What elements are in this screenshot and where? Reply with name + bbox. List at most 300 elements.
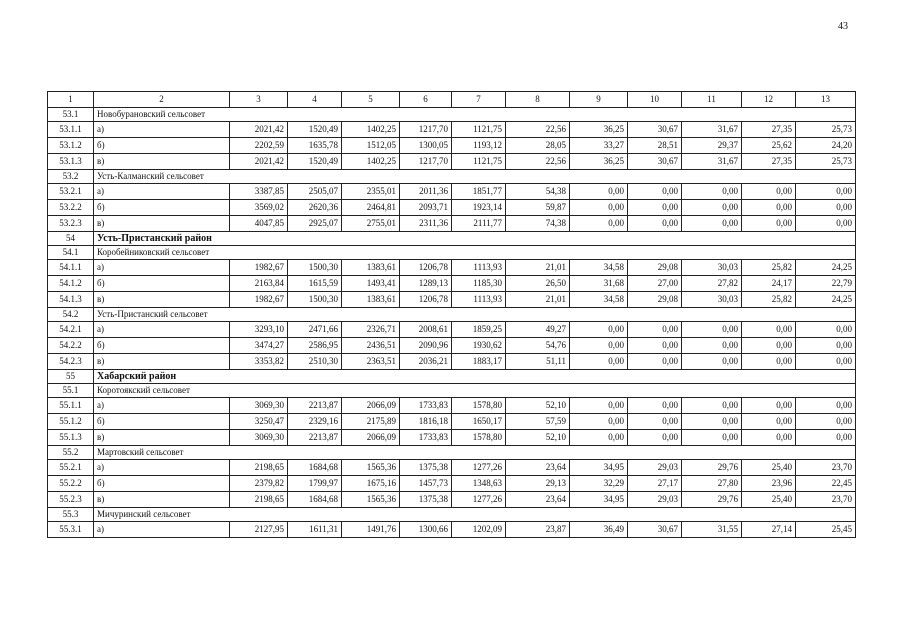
value-cell: 1375,38 — [400, 460, 452, 476]
value-cell: 2011,36 — [400, 184, 452, 200]
table-row — [48, 492, 856, 508]
value-cell: 1675,16 — [342, 476, 400, 492]
value-cell: 0,00 — [796, 398, 856, 414]
settlement-name: Мартовский сельсовет — [94, 446, 856, 460]
value-cell: 29,03 — [628, 492, 682, 508]
column-number-header: 2 — [94, 92, 230, 108]
value-cell: 3474,27 — [230, 338, 288, 354]
table-row — [48, 414, 856, 430]
value-cell: 1206,78 — [400, 260, 452, 276]
row-code: 55.3.1 — [48, 522, 94, 538]
section-row — [48, 308, 856, 322]
table-row — [48, 322, 856, 338]
value-cell: 27,80 — [682, 476, 742, 492]
table-row — [48, 292, 856, 308]
district-row — [48, 370, 856, 384]
value-cell: 1578,80 — [452, 398, 506, 414]
value-cell: 1500,30 — [288, 292, 342, 308]
value-cell: 22,56 — [506, 154, 570, 170]
value-cell: 34,58 — [570, 292, 628, 308]
section-row — [48, 108, 856, 122]
row-code: 53.1.3 — [48, 154, 94, 170]
value-cell: 2066,09 — [342, 430, 400, 446]
value-cell: 2471,66 — [288, 322, 342, 338]
row-code: 53.2 — [48, 170, 94, 184]
district-name: Хабарский район — [94, 370, 856, 384]
table-row — [48, 338, 856, 354]
value-cell: 1650,17 — [452, 414, 506, 430]
value-cell: 25,40 — [742, 460, 796, 476]
value-cell: 0,00 — [682, 216, 742, 232]
value-cell: 31,67 — [682, 122, 742, 138]
table-row — [48, 522, 856, 538]
value-cell: 3387,85 — [230, 184, 288, 200]
value-cell: 1491,76 — [342, 522, 400, 538]
value-cell: 3569,02 — [230, 200, 288, 216]
value-cell: 25,82 — [742, 260, 796, 276]
value-cell: 32,29 — [570, 476, 628, 492]
value-cell: 0,00 — [682, 322, 742, 338]
value-cell: 24,25 — [796, 292, 856, 308]
value-cell: 2329,16 — [288, 414, 342, 430]
value-cell: 22,56 — [506, 122, 570, 138]
value-cell: 0,00 — [742, 216, 796, 232]
column-number-header: 7 — [452, 92, 506, 108]
table-header-row — [48, 92, 856, 108]
value-cell: 3069,30 — [230, 430, 288, 446]
value-cell: 1982,67 — [230, 292, 288, 308]
value-cell: 0,00 — [682, 414, 742, 430]
value-cell: 29,08 — [628, 292, 682, 308]
value-cell: 1121,75 — [452, 122, 506, 138]
value-cell: 0,00 — [796, 338, 856, 354]
value-cell: 0,00 — [796, 216, 856, 232]
table-row — [48, 184, 856, 200]
table-row — [48, 354, 856, 370]
value-cell: 30,67 — [628, 122, 682, 138]
value-cell: 27,82 — [682, 276, 742, 292]
value-cell: 23,70 — [796, 460, 856, 476]
row-code: 55.2.2 — [48, 476, 94, 492]
value-cell: 21,01 — [506, 260, 570, 276]
value-cell: 2090,96 — [400, 338, 452, 354]
value-cell: 1635,78 — [288, 138, 342, 154]
variant-label: б) — [94, 276, 230, 292]
column-number-header: 10 — [628, 92, 682, 108]
row-code: 55.3 — [48, 508, 94, 522]
row-code: 55.1 — [48, 384, 94, 398]
value-cell: 25,73 — [796, 122, 856, 138]
row-code: 55.1.1 — [48, 398, 94, 414]
variant-label: в) — [94, 154, 230, 170]
value-cell: 0,00 — [628, 338, 682, 354]
value-cell: 0,00 — [570, 200, 628, 216]
value-cell: 28,05 — [506, 138, 570, 154]
value-cell: 0,00 — [742, 184, 796, 200]
value-cell: 1383,61 — [342, 292, 400, 308]
column-number-header: 1 — [48, 92, 94, 108]
variant-label: в) — [94, 354, 230, 370]
value-cell: 23,64 — [506, 460, 570, 476]
value-cell: 3293,10 — [230, 322, 288, 338]
variant-label: в) — [94, 430, 230, 446]
value-cell: 2093,71 — [400, 200, 452, 216]
value-cell: 3353,82 — [230, 354, 288, 370]
table-row — [48, 260, 856, 276]
value-cell: 2755,01 — [342, 216, 400, 232]
section-row — [48, 508, 856, 522]
value-cell: 24,17 — [742, 276, 796, 292]
row-code: 55.1.2 — [48, 414, 94, 430]
value-cell: 1217,70 — [400, 154, 452, 170]
value-cell: 2198,65 — [230, 492, 288, 508]
table-row — [48, 460, 856, 476]
value-cell: 36,25 — [570, 122, 628, 138]
table-row — [48, 138, 856, 154]
value-cell: 0,00 — [742, 414, 796, 430]
variant-label: в) — [94, 216, 230, 232]
value-cell: 2111,77 — [452, 216, 506, 232]
row-code: 55.1.3 — [48, 430, 94, 446]
value-cell: 1859,25 — [452, 322, 506, 338]
value-cell: 36,25 — [570, 154, 628, 170]
value-cell: 1383,61 — [342, 260, 400, 276]
value-cell: 3069,30 — [230, 398, 288, 414]
value-cell: 2198,65 — [230, 460, 288, 476]
value-cell: 1121,75 — [452, 154, 506, 170]
value-cell: 1923,14 — [452, 200, 506, 216]
value-cell: 1193,12 — [452, 138, 506, 154]
value-cell: 1851,77 — [452, 184, 506, 200]
variant-label: а) — [94, 460, 230, 476]
value-cell: 24,25 — [796, 260, 856, 276]
variant-label: а) — [94, 398, 230, 414]
value-cell: 30,67 — [628, 522, 682, 538]
table-row — [48, 154, 856, 170]
value-cell: 22,45 — [796, 476, 856, 492]
value-cell: 25,45 — [796, 522, 856, 538]
section-row — [48, 170, 856, 184]
value-cell: 1799,97 — [288, 476, 342, 492]
value-cell: 1565,36 — [342, 492, 400, 508]
row-code: 55.2.3 — [48, 492, 94, 508]
section-row — [48, 246, 856, 260]
column-number-header: 6 — [400, 92, 452, 108]
value-cell: 59,87 — [506, 200, 570, 216]
value-cell: 1684,68 — [288, 492, 342, 508]
value-cell: 1615,59 — [288, 276, 342, 292]
value-cell: 1733,83 — [400, 398, 452, 414]
value-cell: 29,08 — [628, 260, 682, 276]
value-cell: 2202,59 — [230, 138, 288, 154]
row-code: 55 — [48, 370, 94, 384]
variant-label: в) — [94, 292, 230, 308]
row-code: 54.2.1 — [48, 322, 94, 338]
value-cell: 29,76 — [682, 492, 742, 508]
value-cell: 54,76 — [506, 338, 570, 354]
value-cell: 0,00 — [682, 200, 742, 216]
value-cell: 28,51 — [628, 138, 682, 154]
value-cell: 1289,13 — [400, 276, 452, 292]
row-code: 54.2.3 — [48, 354, 94, 370]
value-cell: 2586,95 — [288, 338, 342, 354]
row-code: 53.2.3 — [48, 216, 94, 232]
value-cell: 2620,36 — [288, 200, 342, 216]
settlement-name: Мичуринский сельсовет — [94, 508, 856, 522]
variant-label: а) — [94, 322, 230, 338]
row-code: 54.1.2 — [48, 276, 94, 292]
value-cell: 24,20 — [796, 138, 856, 154]
value-cell: 26,50 — [506, 276, 570, 292]
value-cell: 0,00 — [628, 216, 682, 232]
value-cell: 1277,26 — [452, 492, 506, 508]
value-cell: 34,95 — [570, 460, 628, 476]
settlement-name: Коробейниковский сельсовет — [94, 246, 856, 260]
value-cell: 23,64 — [506, 492, 570, 508]
table-row — [48, 122, 856, 138]
value-cell: 2326,71 — [342, 322, 400, 338]
row-code: 53.2.1 — [48, 184, 94, 200]
value-cell: 1982,67 — [230, 260, 288, 276]
table-row — [48, 276, 856, 292]
column-number-header: 12 — [742, 92, 796, 108]
value-cell: 1520,49 — [288, 154, 342, 170]
value-cell: 29,76 — [682, 460, 742, 476]
value-cell: 0,00 — [628, 200, 682, 216]
value-cell: 0,00 — [682, 184, 742, 200]
value-cell: 0,00 — [570, 414, 628, 430]
variant-label: а) — [94, 122, 230, 138]
value-cell: 0,00 — [682, 430, 742, 446]
row-code: 55.2 — [48, 446, 94, 460]
value-cell: 0,00 — [570, 184, 628, 200]
variant-label: а) — [94, 184, 230, 200]
value-cell: 23,96 — [742, 476, 796, 492]
section-row — [48, 384, 856, 398]
row-code: 53.1.2 — [48, 138, 94, 154]
value-cell: 0,00 — [570, 216, 628, 232]
value-cell: 1202,09 — [452, 522, 506, 538]
value-cell: 74,38 — [506, 216, 570, 232]
variant-label: б) — [94, 414, 230, 430]
value-cell: 1930,62 — [452, 338, 506, 354]
value-cell: 1684,68 — [288, 460, 342, 476]
value-cell: 0,00 — [742, 200, 796, 216]
value-cell: 2008,61 — [400, 322, 452, 338]
value-cell: 1185,30 — [452, 276, 506, 292]
variant-label: а) — [94, 260, 230, 276]
value-cell: 0,00 — [570, 398, 628, 414]
value-cell: 30,03 — [682, 260, 742, 276]
value-cell: 27,35 — [742, 154, 796, 170]
value-cell: 0,00 — [682, 354, 742, 370]
column-number-header: 9 — [570, 92, 628, 108]
value-cell: 1493,41 — [342, 276, 400, 292]
value-cell: 1457,73 — [400, 476, 452, 492]
value-cell: 1300,05 — [400, 138, 452, 154]
value-cell: 2036,21 — [400, 354, 452, 370]
value-cell: 2021,42 — [230, 154, 288, 170]
value-cell: 1206,78 — [400, 292, 452, 308]
value-cell: 2213,87 — [288, 430, 342, 446]
row-code: 54.1.3 — [48, 292, 94, 308]
value-cell: 29,37 — [682, 138, 742, 154]
value-cell: 0,00 — [570, 338, 628, 354]
value-cell: 0,00 — [796, 322, 856, 338]
value-cell: 1217,70 — [400, 122, 452, 138]
value-cell: 0,00 — [570, 322, 628, 338]
value-cell: 2311,36 — [400, 216, 452, 232]
value-cell: 27,14 — [742, 522, 796, 538]
column-number-header: 13 — [796, 92, 856, 108]
row-code: 53.2.2 — [48, 200, 94, 216]
value-cell: 34,58 — [570, 260, 628, 276]
value-cell: 52,10 — [506, 398, 570, 414]
value-cell: 1816,18 — [400, 414, 452, 430]
variant-label: а) — [94, 522, 230, 538]
value-cell: 2213,87 — [288, 398, 342, 414]
value-cell: 0,00 — [796, 430, 856, 446]
variant-label: б) — [94, 138, 230, 154]
row-code: 54.1 — [48, 246, 94, 260]
value-cell: 0,00 — [628, 354, 682, 370]
value-cell: 25,62 — [742, 138, 796, 154]
value-cell: 2127,95 — [230, 522, 288, 538]
value-cell: 27,00 — [628, 276, 682, 292]
value-cell: 2363,51 — [342, 354, 400, 370]
value-cell: 1402,25 — [342, 154, 400, 170]
value-cell: 0,00 — [742, 430, 796, 446]
value-cell: 25,82 — [742, 292, 796, 308]
row-code: 54 — [48, 232, 94, 246]
settlement-name: Новобурановский сельсовет — [94, 108, 856, 122]
value-cell: 2175,89 — [342, 414, 400, 430]
value-cell: 22,79 — [796, 276, 856, 292]
tariff-table — [47, 91, 856, 538]
value-cell: 2066,09 — [342, 398, 400, 414]
value-cell: 0,00 — [628, 184, 682, 200]
table-row — [48, 200, 856, 216]
value-cell: 49,27 — [506, 322, 570, 338]
value-cell: 31,55 — [682, 522, 742, 538]
column-number-header: 4 — [288, 92, 342, 108]
value-cell: 2505,07 — [288, 184, 342, 200]
value-cell: 27,35 — [742, 122, 796, 138]
value-cell: 2163,84 — [230, 276, 288, 292]
value-cell: 31,67 — [682, 154, 742, 170]
value-cell: 1500,30 — [288, 260, 342, 276]
settlement-name: Коротоякский сельсовет — [94, 384, 856, 398]
value-cell: 25,40 — [742, 492, 796, 508]
value-cell: 0,00 — [628, 322, 682, 338]
value-cell: 2355,01 — [342, 184, 400, 200]
value-cell: 23,70 — [796, 492, 856, 508]
value-cell: 1512,05 — [342, 138, 400, 154]
value-cell: 29,03 — [628, 460, 682, 476]
value-cell: 1300,66 — [400, 522, 452, 538]
value-cell: 30,67 — [628, 154, 682, 170]
value-cell: 0,00 — [628, 398, 682, 414]
value-cell: 1348,63 — [452, 476, 506, 492]
value-cell: 0,00 — [742, 398, 796, 414]
value-cell: 33,27 — [570, 138, 628, 154]
value-cell: 0,00 — [682, 338, 742, 354]
value-cell: 25,73 — [796, 154, 856, 170]
table-body — [48, 92, 856, 538]
value-cell: 2925,07 — [288, 216, 342, 232]
table-row — [48, 430, 856, 446]
value-cell: 1113,93 — [452, 260, 506, 276]
table-row — [48, 398, 856, 414]
value-cell: 0,00 — [796, 184, 856, 200]
value-cell: 1883,17 — [452, 354, 506, 370]
row-code: 53.1.1 — [48, 122, 94, 138]
value-cell: 1520,49 — [288, 122, 342, 138]
value-cell: 0,00 — [796, 354, 856, 370]
variant-label: б) — [94, 200, 230, 216]
value-cell: 0,00 — [570, 354, 628, 370]
value-cell: 34,95 — [570, 492, 628, 508]
value-cell: 51,11 — [506, 354, 570, 370]
district-row — [48, 232, 856, 246]
value-cell: 2510,30 — [288, 354, 342, 370]
value-cell: 54,38 — [506, 184, 570, 200]
column-number-header: 8 — [506, 92, 570, 108]
value-cell: 1402,25 — [342, 122, 400, 138]
value-cell: 1578,80 — [452, 430, 506, 446]
row-code: 55.2.1 — [48, 460, 94, 476]
value-cell: 0,00 — [742, 322, 796, 338]
section-row — [48, 446, 856, 460]
value-cell: 2021,42 — [230, 122, 288, 138]
value-cell: 1565,36 — [342, 460, 400, 476]
value-cell: 1277,26 — [452, 460, 506, 476]
value-cell: 0,00 — [628, 414, 682, 430]
value-cell: 0,00 — [796, 414, 856, 430]
variant-label: в) — [94, 492, 230, 508]
row-code: 53.1 — [48, 108, 94, 122]
row-code: 54.2.2 — [48, 338, 94, 354]
value-cell: 3250,47 — [230, 414, 288, 430]
row-code: 54.1.1 — [48, 260, 94, 276]
value-cell: 0,00 — [628, 430, 682, 446]
value-cell: 2379,82 — [230, 476, 288, 492]
value-cell: 0,00 — [682, 398, 742, 414]
value-cell: 0,00 — [796, 200, 856, 216]
value-cell: 1375,38 — [400, 492, 452, 508]
value-cell: 0,00 — [742, 338, 796, 354]
value-cell: 2464,81 — [342, 200, 400, 216]
settlement-name: Усть-Калманский сельсовет — [94, 170, 856, 184]
value-cell: 52,10 — [506, 430, 570, 446]
table-row — [48, 476, 856, 492]
column-number-header: 11 — [682, 92, 742, 108]
value-cell: 27,17 — [628, 476, 682, 492]
value-cell: 57,59 — [506, 414, 570, 430]
district-name: Усть-Пристанский район — [94, 232, 856, 246]
settlement-name: Усть-Пристанский сельсовет — [94, 308, 856, 322]
table-row — [48, 216, 856, 232]
value-cell: 1611,31 — [288, 522, 342, 538]
variant-label: б) — [94, 476, 230, 492]
value-cell: 0,00 — [742, 354, 796, 370]
value-cell: 1733,83 — [400, 430, 452, 446]
value-cell: 30,03 — [682, 292, 742, 308]
value-cell: 36,49 — [570, 522, 628, 538]
page-number: 43 — [838, 21, 848, 32]
column-number-header: 3 — [230, 92, 288, 108]
value-cell: 2436,51 — [342, 338, 400, 354]
